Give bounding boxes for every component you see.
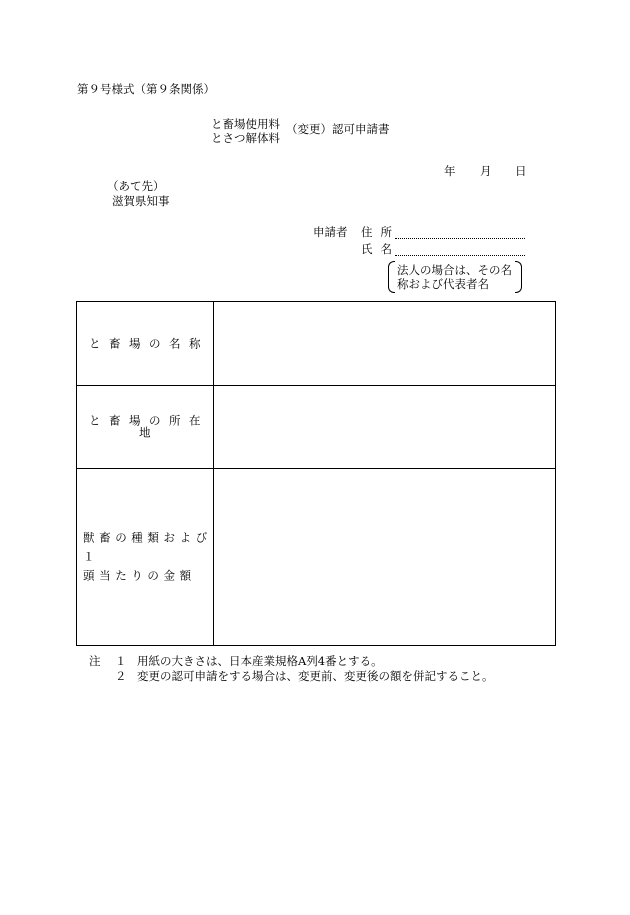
livestock-fee-label xyxy=(77,529,213,586)
slaughterhouse-name-label: と畜場の名称 xyxy=(89,335,209,350)
title-suffix: （変更）認可申請書 xyxy=(286,122,390,136)
table-row-slaughterhouse-name xyxy=(77,302,555,386)
date-month-label: 月 xyxy=(480,164,492,178)
address-label: 住所 xyxy=(361,225,400,239)
document-title xyxy=(211,117,280,145)
livestock-fee-label-line1: 獣畜の種類および１ xyxy=(83,530,212,564)
addressee-label: （あて先） xyxy=(107,179,165,193)
note-text-1: 用紙の大きさは、日本産業規格A列4番とする。 xyxy=(137,654,383,668)
table-row-slaughterhouse-location xyxy=(77,386,555,469)
application-table xyxy=(76,301,556,646)
livestock-fee-field[interactable] xyxy=(214,469,555,645)
right-bracket xyxy=(515,261,522,293)
left-bracket xyxy=(388,261,395,293)
applicant-label: 申請者 xyxy=(313,225,348,239)
address-field[interactable] xyxy=(395,238,525,239)
livestock-fee-label-line2: 頭当たりの金額 xyxy=(83,568,196,583)
corporation-note-line1: 法人の場合は、その名 xyxy=(397,263,512,277)
title-line-slaughter-fee: とさつ解体料 xyxy=(211,131,280,145)
corporation-note xyxy=(388,260,522,292)
table-row-livestock-fee xyxy=(77,469,555,645)
note-number-1: １ xyxy=(115,654,127,668)
corporation-note-text xyxy=(397,263,512,291)
date-year-label: 年 xyxy=(444,164,456,178)
corporation-note-line2: 称および代表者名 xyxy=(397,277,489,291)
slaughterhouse-location-label: と畜場の所在地 xyxy=(89,413,209,439)
name-field[interactable] xyxy=(395,255,525,256)
slaughterhouse-location-field[interactable] xyxy=(214,386,555,468)
notes-mark: 注 xyxy=(89,654,101,668)
form-number: 第９号様式（第９条関係） xyxy=(77,82,215,96)
note-text-2: 変更の認可申請をする場合は、変更前、変更後の額を併記すること。 xyxy=(137,669,494,683)
addressee-name: 滋賀県知事 xyxy=(112,194,170,208)
slaughterhouse-name-field[interactable] xyxy=(214,302,555,385)
title-line-slaughterhouse-fee: と畜場使用料 xyxy=(211,117,280,131)
name-label: 氏名 xyxy=(361,242,400,256)
note-number-2: ２ xyxy=(115,669,127,683)
date-day-label: 日 xyxy=(515,164,527,178)
